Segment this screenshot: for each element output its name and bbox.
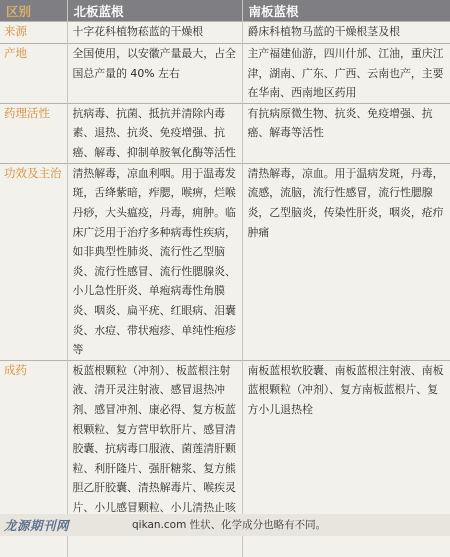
south-cell: 爵床科植物马蓝的干燥根茎及根: [242, 22, 450, 44]
header-north: 北板蓝根: [67, 0, 242, 22]
table-row: [0, 44, 450, 104]
table-row: [0, 163, 450, 360]
table-row: [0, 22, 450, 44]
north-cell: 全国使用，以安徽产量最大，占全国总产量的 40% 左右: [67, 44, 242, 104]
south-cell: 主产福建仙游，四川什邡、江油，重庆江津，湖南、广东、广西、云南也产，主要在华南、西南地区药用: [242, 44, 450, 104]
row-label: 成药: [0, 360, 67, 557]
header-category: 区别: [0, 0, 67, 22]
south-cell: 有抗病原微生物、抗炎、免疫增强、抗癌、解毒等活性: [242, 103, 450, 163]
row-label: 功效及主治: [0, 163, 67, 360]
south-cell: 南板蓝根软胶囊、南板蓝根注射液、南板蓝根颗粒（冲剂）、复方南板蓝根片、复方小儿退热栓: [242, 360, 450, 557]
north-cell: 板蓝根颗粒（冲剂）、板蓝根注射液、清开灵注射液、感冒退热冲剂、感冒冲剂、康必得、复方板蓝根颗粒、复方营甲软肝片、感冒清胶囊、抗病毒口服液、菌莲清肝颗粒、利肝隆片、强肝糖浆、复方熊胆乙肝胶囊、清热解毒片、喉疾灵片、小儿感冒颗粒、小儿清热止咳: [67, 360, 242, 557]
row-label: 产地: [0, 44, 67, 104]
header-south: 南板蓝根: [242, 0, 450, 22]
table-row: [0, 103, 450, 163]
row-label: 来源: [0, 22, 67, 44]
south-cell: 清热解毒，凉血。用于温病发斑，丹毒，流感，流脑，流行性感冒，流行性腮腺炎，乙型脑炎，传染性肝炎，咽炎，疮疖肿痛: [242, 163, 450, 360]
header-row: [0, 0, 450, 22]
watermark-logo: 龙源期刊网: [4, 518, 70, 533]
north-cell: 清热解毒，凉血利咽。用于温毒发斑，舌绛紫暗，痄腮，喉痹，烂喉丹痧，大头瘟疫，丹毒，痈肿。临床广泛用于治疗多种病毒性疾病，如非典型性肺炎、流行性乙型脑炎、流行性感冒、流行性腮腺炎、小儿急性肝炎、单疱病毒性角膜炎、咽炎、扁平疣、红眼病、泪囊炎、水痘、带状疱疹、单纯性疱疹等: [67, 163, 242, 360]
north-cell: 抗病毒、抗菌、抵抗并清除内毒素、退热、抗炎、免疫增强、抗癌、解毒、抑制单胺氧化酶等活性: [67, 103, 242, 163]
north-cell: 十字花科植物菘蓝的干燥根: [67, 22, 242, 44]
footer-caption: qikan.com 性状、化学成分也略有不同。: [132, 519, 327, 531]
row-label: 药理活性: [0, 103, 67, 163]
